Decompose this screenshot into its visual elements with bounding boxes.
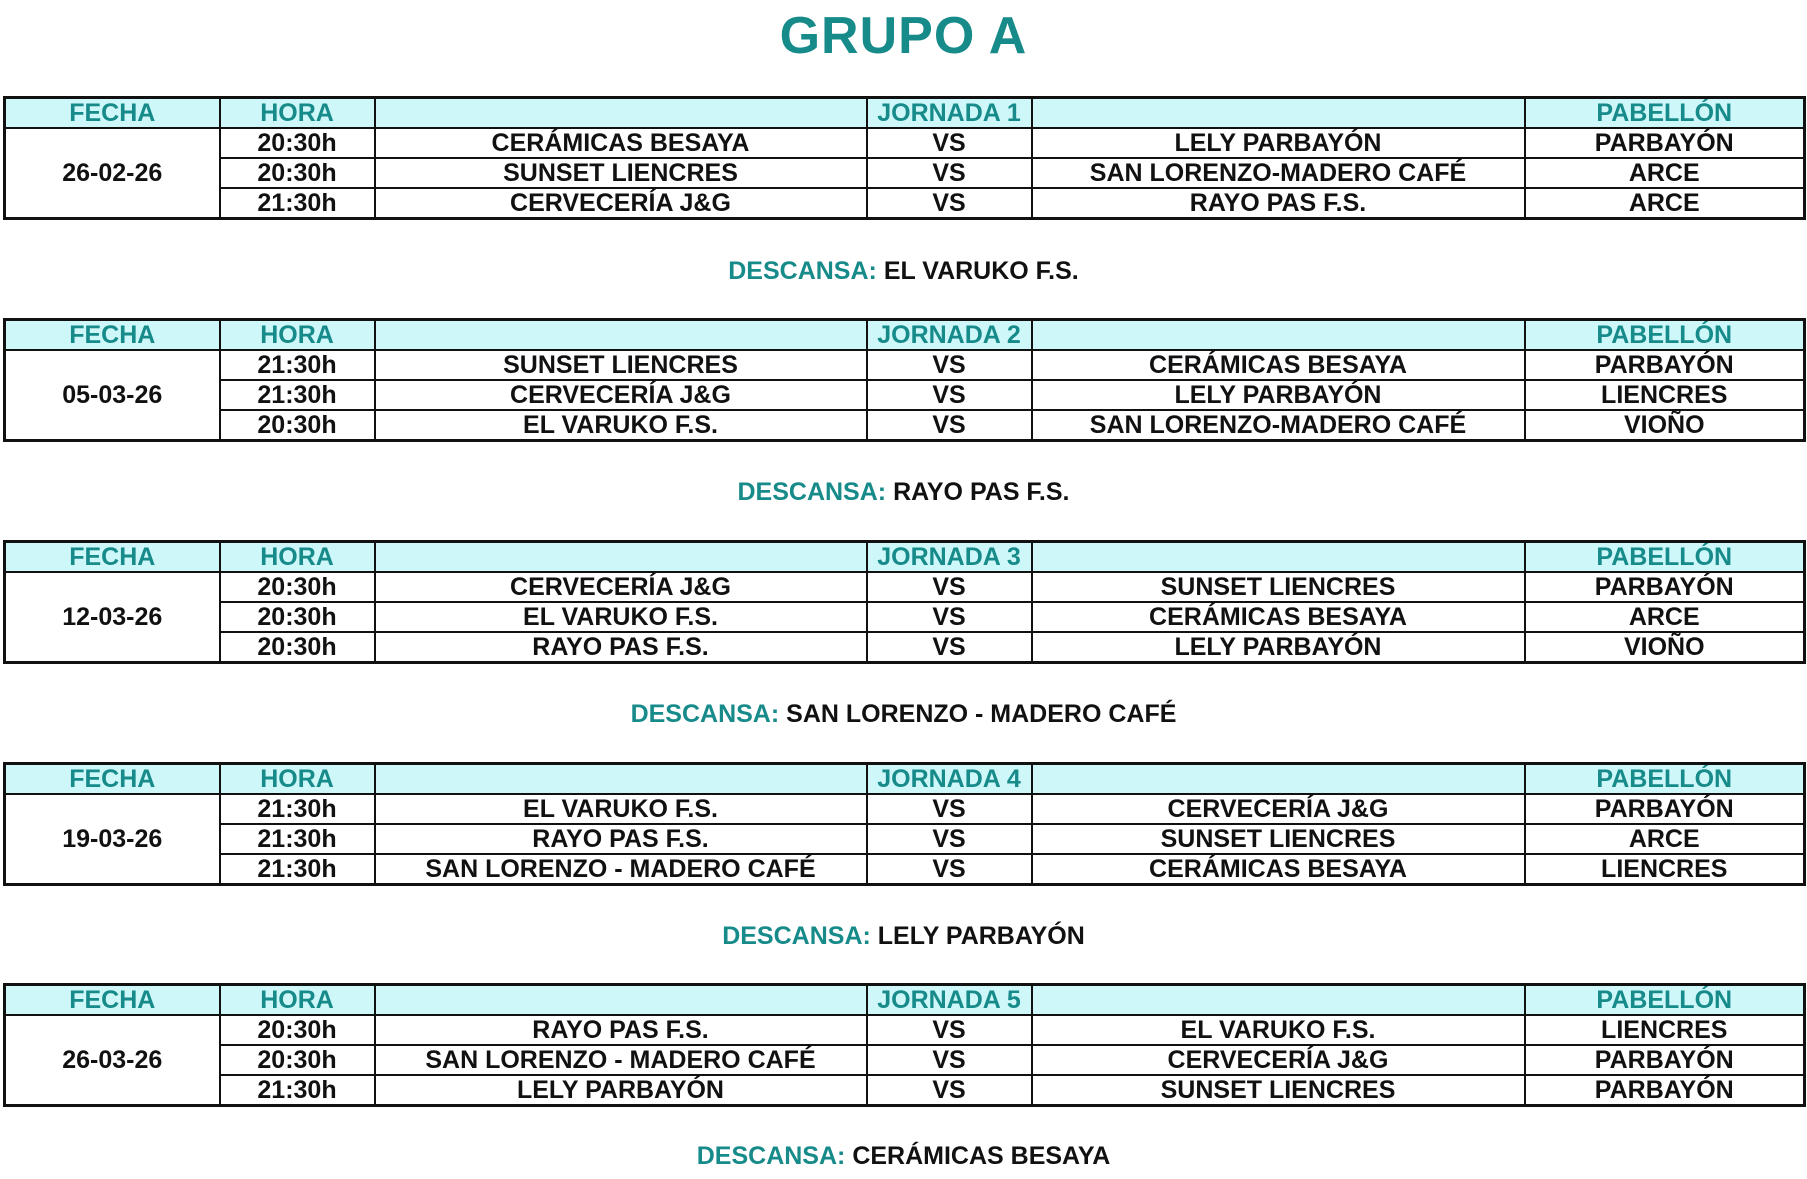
home-team: SAN LORENZO - MADERO CAFÉ	[375, 854, 867, 885]
table-header-row	[5, 320, 1805, 351]
rest-team: SAN LORENZO - MADERO CAFÉ	[786, 700, 1177, 728]
fixtures-table	[3, 318, 1806, 442]
venue: ARCE	[1525, 602, 1805, 632]
vs-label: VS	[867, 824, 1032, 854]
vs-label: VS	[867, 632, 1032, 663]
header-hora: HORA	[220, 98, 375, 129]
away-team: RAYO PAS F.S.	[1032, 188, 1525, 219]
venue: ARCE	[1525, 188, 1805, 219]
table-row	[5, 824, 1805, 854]
header-blank	[1032, 764, 1525, 795]
away-team: LELY PARBAYÓN	[1032, 632, 1525, 663]
vs-label: VS	[867, 158, 1032, 188]
home-team: EL VARUKO F.S.	[375, 602, 867, 632]
header-jornada: JORNADA 3	[867, 542, 1032, 573]
home-team: EL VARUKO F.S.	[375, 794, 867, 824]
home-team: RAYO PAS F.S.	[375, 824, 867, 854]
venue: PARBAYÓN	[1525, 350, 1805, 380]
home-team: SUNSET LIENCRES	[375, 350, 867, 380]
header-pabellon: PABELLÓN	[1525, 542, 1805, 573]
venue: PARBAYÓN	[1525, 1075, 1805, 1106]
table-row	[5, 794, 1805, 824]
away-team: CERÁMICAS BESAYA	[1032, 602, 1525, 632]
vs-label: VS	[867, 350, 1032, 380]
header-pabellon: PABELLÓN	[1525, 320, 1805, 351]
match-time: 21:30h	[220, 188, 375, 219]
away-team: LELY PARBAYÓN	[1032, 380, 1525, 410]
rest-label: DESCANSA:	[696, 1142, 846, 1170]
away-team: SUNSET LIENCRES	[1032, 572, 1525, 602]
home-team: CERVECERÍA J&G	[375, 380, 867, 410]
match-time: 20:30h	[220, 128, 375, 158]
venue: LIENCRES	[1525, 380, 1805, 410]
match-date: 12-03-26	[5, 572, 220, 663]
header-fecha: FECHA	[5, 98, 220, 129]
match-time: 21:30h	[220, 1075, 375, 1106]
venue: PARBAYÓN	[1525, 128, 1805, 158]
away-team: SUNSET LIENCRES	[1032, 824, 1525, 854]
home-team: CERÁMICAS BESAYA	[375, 128, 867, 158]
home-team: RAYO PAS F.S.	[375, 1015, 867, 1045]
venue: PARBAYÓN	[1525, 1045, 1805, 1075]
jornada-table	[3, 318, 1803, 442]
header-jornada: JORNADA 2	[867, 320, 1032, 351]
venue: PARBAYÓN	[1525, 572, 1805, 602]
header-blank	[375, 764, 867, 795]
rest-label: DESCANSA:	[737, 478, 887, 506]
header-blank	[1032, 542, 1525, 573]
header-jornada: JORNADA 5	[867, 985, 1032, 1016]
match-time: 20:30h	[220, 410, 375, 441]
table-header-row	[5, 985, 1805, 1016]
vs-label: VS	[867, 410, 1032, 441]
header-blank	[375, 320, 867, 351]
vs-label: VS	[867, 602, 1032, 632]
fixtures-table	[3, 762, 1806, 886]
away-team: SUNSET LIENCRES	[1032, 1075, 1525, 1106]
home-team: EL VARUKO F.S.	[375, 410, 867, 441]
away-team: LELY PARBAYÓN	[1032, 128, 1525, 158]
header-pabellon: PABELLÓN	[1525, 985, 1805, 1016]
header-fecha: FECHA	[5, 985, 220, 1016]
table-header-row	[5, 98, 1805, 129]
venue: PARBAYÓN	[1525, 794, 1805, 824]
vs-label: VS	[867, 1015, 1032, 1045]
table-row	[5, 410, 1805, 441]
jornada-table	[3, 762, 1803, 886]
rest-team: LELY PARBAYÓN	[877, 922, 1085, 950]
table-row	[5, 1075, 1805, 1106]
header-pabellon: PABELLÓN	[1525, 98, 1805, 129]
match-time: 20:30h	[220, 1045, 375, 1075]
rest-team: CERÁMICAS BESAYA	[852, 1142, 1111, 1170]
away-team: CERVECERÍA J&G	[1032, 794, 1525, 824]
away-team: SAN LORENZO-MADERO CAFÉ	[1032, 158, 1525, 188]
page-title: GRUPO A	[779, 7, 1028, 65]
vs-label: VS	[867, 188, 1032, 219]
vs-label: VS	[867, 794, 1032, 824]
table-row	[5, 572, 1805, 602]
table-row	[5, 1045, 1805, 1075]
rest-line	[0, 257, 1807, 286]
header-blank	[1032, 320, 1525, 351]
vs-label: VS	[867, 572, 1032, 602]
header-jornada: JORNADA 4	[867, 764, 1032, 795]
rest-line	[0, 700, 1807, 729]
venue: ARCE	[1525, 824, 1805, 854]
table-row	[5, 350, 1805, 380]
away-team: EL VARUKO F.S.	[1032, 1015, 1525, 1045]
header-hora: HORA	[220, 542, 375, 573]
home-team: RAYO PAS F.S.	[375, 632, 867, 663]
match-date: 26-03-26	[5, 1015, 220, 1106]
vs-label: VS	[867, 128, 1032, 158]
header-hora: HORA	[220, 764, 375, 795]
rest-label: DESCANSA:	[630, 700, 780, 728]
table-row	[5, 854, 1805, 885]
vs-label: VS	[867, 1045, 1032, 1075]
away-team: CERVECERÍA J&G	[1032, 1045, 1525, 1075]
header-blank	[375, 542, 867, 573]
vs-label: VS	[867, 380, 1032, 410]
match-time: 20:30h	[220, 572, 375, 602]
match-date: 05-03-26	[5, 350, 220, 441]
header-blank	[375, 98, 867, 129]
match-time: 20:30h	[220, 632, 375, 663]
header-pabellon: PABELLÓN	[1525, 764, 1805, 795]
home-team: LELY PARBAYÓN	[375, 1075, 867, 1106]
header-hora: HORA	[220, 320, 375, 351]
match-time: 21:30h	[220, 380, 375, 410]
jornada-table	[3, 540, 1803, 664]
venue: VIOÑO	[1525, 632, 1805, 663]
header-hora: HORA	[220, 985, 375, 1016]
vs-label: VS	[867, 854, 1032, 885]
jornada-table	[3, 983, 1803, 1107]
match-date: 19-03-26	[5, 794, 220, 885]
venue: ARCE	[1525, 158, 1805, 188]
match-time: 20:30h	[220, 602, 375, 632]
table-row	[5, 632, 1805, 663]
header-blank	[375, 985, 867, 1016]
fixtures-table	[3, 983, 1806, 1107]
header-blank	[1032, 98, 1525, 129]
table-row	[5, 188, 1805, 219]
vs-label: VS	[867, 1075, 1032, 1106]
away-team: CERÁMICAS BESAYA	[1032, 350, 1525, 380]
header-blank	[1032, 985, 1525, 1016]
jornada-table	[3, 96, 1803, 220]
rest-team: RAYO PAS F.S.	[893, 478, 1070, 506]
match-time: 20:30h	[220, 1015, 375, 1045]
match-time: 21:30h	[220, 824, 375, 854]
match-time: 21:30h	[220, 854, 375, 885]
venue: VIOÑO	[1525, 410, 1805, 441]
header-fecha: FECHA	[5, 542, 220, 573]
table-row	[5, 1015, 1805, 1045]
table-row	[5, 380, 1805, 410]
table-row	[5, 158, 1805, 188]
away-team: CERÁMICAS BESAYA	[1032, 854, 1525, 885]
rest-line	[0, 1142, 1807, 1171]
home-team: SUNSET LIENCRES	[375, 158, 867, 188]
rest-line	[0, 478, 1807, 507]
match-time: 21:30h	[220, 350, 375, 380]
fixtures-table	[3, 96, 1806, 220]
venue: LIENCRES	[1525, 854, 1805, 885]
rest-line	[0, 922, 1807, 951]
match-time: 20:30h	[220, 158, 375, 188]
table-header-row	[5, 764, 1805, 795]
table-header-row	[5, 542, 1805, 573]
rest-label: DESCANSA:	[728, 257, 877, 285]
table-row	[5, 602, 1805, 632]
match-date: 26-02-26	[5, 128, 220, 219]
home-team: CERVECERÍA J&G	[375, 188, 867, 219]
table-row	[5, 128, 1805, 158]
header-jornada: JORNADA 1	[867, 98, 1032, 129]
match-time: 21:30h	[220, 794, 375, 824]
venue: LIENCRES	[1525, 1015, 1805, 1045]
fixtures-table	[3, 540, 1806, 664]
home-team: SAN LORENZO - MADERO CAFÉ	[375, 1045, 867, 1075]
header-fecha: FECHA	[5, 764, 220, 795]
rest-label: DESCANSA:	[722, 922, 871, 950]
away-team: SAN LORENZO-MADERO CAFÉ	[1032, 410, 1525, 441]
rest-team: EL VARUKO F.S.	[883, 257, 1079, 285]
home-team: CERVECERÍA J&G	[375, 572, 867, 602]
header-fecha: FECHA	[5, 320, 220, 351]
